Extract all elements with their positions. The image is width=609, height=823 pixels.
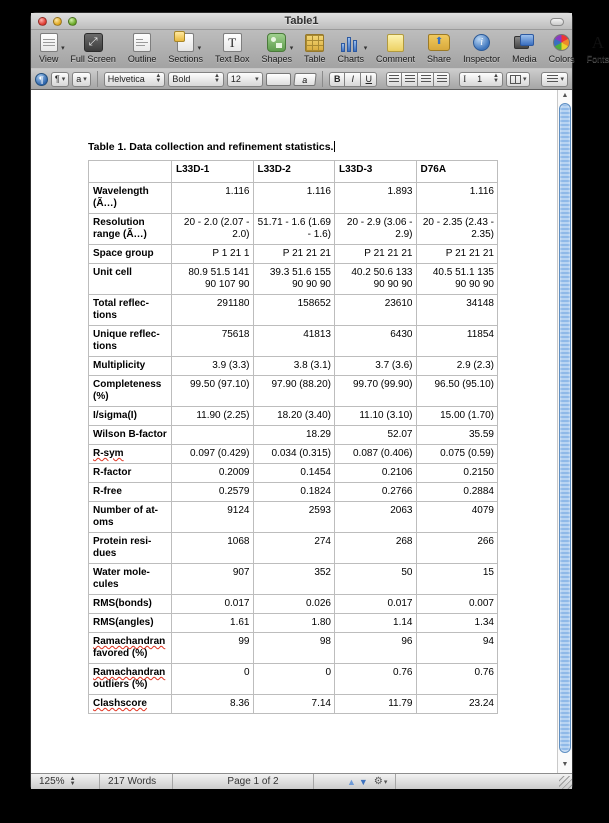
table-cell[interactable]: 20 - 2.35 (2.43 - 2.35) bbox=[416, 214, 498, 245]
separator bbox=[313, 774, 314, 789]
table-caption[interactable] bbox=[88, 141, 557, 153]
table-row bbox=[89, 564, 498, 595]
media-icon bbox=[514, 34, 534, 51]
row-label[interactable]: RMS(angles) bbox=[89, 614, 172, 633]
table-cell[interactable]: P 21 21 21 bbox=[335, 245, 417, 264]
table-cell[interactable]: 15 bbox=[416, 564, 498, 595]
zoom-control[interactable] bbox=[31, 774, 99, 789]
align-right-icon bbox=[421, 75, 431, 83]
table-cell[interactable]: 1.893 bbox=[335, 183, 417, 214]
table-cell[interactable]: 0.2009 bbox=[172, 464, 254, 483]
table-cell[interactable]: 20 - 2.0 (2.07 - 2.0) bbox=[172, 214, 254, 245]
table-cell[interactable]: 0.034 (0.315) bbox=[253, 445, 335, 464]
chevron-down-icon: ▾ bbox=[61, 45, 65, 52]
table-cell[interactable]: 266 bbox=[416, 533, 498, 564]
paragraph-style-dropdown[interactable] bbox=[51, 72, 69, 87]
table-cell[interactable]: 9124 bbox=[172, 502, 254, 533]
table-row bbox=[89, 264, 498, 295]
toolbar-label: Colors bbox=[548, 54, 575, 64]
table-cell[interactable]: 158652 bbox=[253, 295, 335, 326]
row-label[interactable]: R-free bbox=[89, 483, 172, 502]
colors-button[interactable] bbox=[549, 32, 575, 64]
table-row bbox=[89, 245, 498, 264]
table-cell[interactable]: 0 bbox=[172, 664, 254, 695]
table-cell[interactable]: 2063 bbox=[335, 502, 417, 533]
table-cell[interactable]: 23.24 bbox=[416, 695, 498, 714]
table-cell[interactable]: 0.76 bbox=[416, 664, 498, 695]
table-cell[interactable]: 40.5 51.1 135 90 90 90 bbox=[416, 264, 498, 295]
text-box-button[interactable] bbox=[215, 32, 250, 64]
full-screen-button[interactable] bbox=[70, 32, 116, 64]
table-cell[interactable]: 0.2884 bbox=[416, 483, 498, 502]
share-button[interactable] bbox=[427, 32, 451, 64]
separator bbox=[172, 774, 173, 789]
media-button[interactable] bbox=[512, 32, 537, 64]
row-label[interactable]: Total reflections bbox=[89, 295, 172, 326]
share-icon bbox=[428, 34, 450, 51]
table-cell[interactable]: 0 bbox=[253, 664, 335, 695]
toolbar bbox=[31, 30, 609, 68]
title-bar[interactable] bbox=[31, 13, 572, 30]
table-cell[interactable]: 3.8 (3.1) bbox=[253, 357, 335, 376]
table-cell[interactable]: P 21 21 21 bbox=[416, 245, 498, 264]
align-right-button[interactable] bbox=[418, 72, 434, 87]
column-header[interactable]: L33D-3 bbox=[335, 161, 417, 183]
page-indicator-text: Page 1 of 2 bbox=[227, 776, 279, 787]
table-cell[interactable]: P 1 21 1 bbox=[172, 245, 254, 264]
page-navigation bbox=[339, 774, 395, 789]
table-cell[interactable]: 3.7 (3.6) bbox=[335, 357, 417, 376]
align-center-icon bbox=[405, 75, 415, 83]
columns-dropdown[interactable] bbox=[506, 72, 531, 87]
table-cell[interactable]: 1.61 bbox=[172, 614, 254, 633]
table-cell[interactable]: 15.00 (1.70) bbox=[416, 407, 498, 426]
table-cell[interactable]: 291180 bbox=[172, 295, 254, 326]
row-label[interactable]: I/sigma(I) bbox=[89, 407, 172, 426]
chevron-down-icon: ▾ bbox=[383, 778, 388, 786]
format-bar bbox=[31, 68, 572, 90]
table-cell[interactable]: 94 bbox=[416, 633, 498, 664]
table-row bbox=[89, 695, 498, 714]
toolbar-label: Full Screen bbox=[70, 54, 116, 64]
table-icon bbox=[305, 34, 324, 52]
toolbar-label: View bbox=[39, 54, 59, 64]
previous-page-button[interactable]: ▲ bbox=[347, 776, 356, 787]
view-button[interactable] bbox=[39, 32, 65, 64]
document-page[interactable] bbox=[31, 90, 557, 773]
table-row bbox=[89, 326, 498, 357]
row-label[interactable]: Ramachandran outliers (%) bbox=[89, 664, 172, 695]
table-cell[interactable]: 4079 bbox=[416, 502, 498, 533]
row-label[interactable] bbox=[89, 445, 172, 464]
column-header[interactable]: D76A bbox=[416, 161, 498, 183]
table-row bbox=[89, 214, 498, 245]
toolbar-label: Share bbox=[427, 54, 452, 64]
table-row bbox=[89, 633, 498, 664]
table-cell[interactable]: 268 bbox=[335, 533, 417, 564]
charts-icon bbox=[341, 34, 360, 52]
table-cell[interactable]: 18.29 bbox=[253, 426, 335, 445]
row-label[interactable]: Number of atoms bbox=[89, 502, 172, 533]
stepper-icon: ▲ ▼ bbox=[213, 73, 220, 84]
underline-button[interactable]: U bbox=[361, 72, 377, 87]
table-cell[interactable]: 18.20 (3.40) bbox=[253, 407, 335, 426]
align-justify-icon bbox=[437, 75, 447, 83]
table-cell[interactable]: 20 - 2.9 (3.06 - 2.9) bbox=[335, 214, 417, 245]
table-row bbox=[89, 483, 498, 502]
table-cell[interactable]: 99.50 (97.10) bbox=[172, 376, 254, 407]
table-cell[interactable]: 50 bbox=[335, 564, 417, 595]
table-cell[interactable]: 99 bbox=[172, 633, 254, 664]
table-row bbox=[89, 445, 498, 464]
row-label[interactable]: Wilson B-factor bbox=[89, 426, 172, 445]
table-cell[interactable]: 0.075 (0.59) bbox=[416, 445, 498, 464]
chevron-down-icon: ▾ bbox=[522, 76, 527, 83]
table-row bbox=[89, 407, 498, 426]
table-cell[interactable]: 1.34 bbox=[416, 614, 498, 633]
resize-grip[interactable] bbox=[559, 776, 572, 789]
corner-cell[interactable] bbox=[89, 161, 172, 183]
table-row bbox=[89, 595, 498, 614]
table-cell[interactable]: 52.07 bbox=[335, 426, 417, 445]
table-cell[interactable]: 40.2 50.6 133 90 90 90 bbox=[335, 264, 417, 295]
table-button[interactable] bbox=[304, 32, 326, 64]
row-label[interactable]: Multiplicity bbox=[89, 357, 172, 376]
next-page-button[interactable]: ▼ bbox=[358, 776, 368, 787]
row-label[interactable]: Space group bbox=[89, 245, 172, 264]
minimize-button[interactable] bbox=[53, 17, 62, 26]
table-cell[interactable]: 1068 bbox=[172, 533, 254, 564]
comment-button[interactable] bbox=[376, 32, 415, 64]
align-justify-button[interactable] bbox=[434, 72, 450, 87]
align-left-icon bbox=[389, 75, 399, 83]
toolbar-label: Shapes bbox=[261, 54, 292, 64]
bold-button[interactable]: B bbox=[329, 72, 345, 87]
table-cell[interactable]: 2.9 (2.3) bbox=[416, 357, 498, 376]
styles-drawer-icon[interactable]: ¶ bbox=[35, 73, 48, 86]
sections-button[interactable] bbox=[168, 32, 203, 64]
document-view bbox=[31, 90, 572, 773]
separator bbox=[395, 774, 396, 789]
stepper-icon: ▲ ▼ bbox=[155, 73, 162, 84]
page-indicator[interactable] bbox=[193, 774, 313, 789]
vertical-scrollbar[interactable] bbox=[557, 90, 572, 773]
table-row bbox=[89, 426, 498, 445]
row-label[interactable] bbox=[89, 695, 172, 714]
font-family-select[interactable] bbox=[104, 72, 166, 87]
font-size-select[interactable] bbox=[227, 72, 263, 87]
table-row bbox=[89, 295, 498, 326]
background-color-well[interactable] bbox=[294, 73, 317, 86]
full-screen-icon: ⤢ bbox=[84, 33, 103, 52]
table-cell[interactable]: 0.026 bbox=[253, 595, 335, 614]
toolbar-label: Sections bbox=[168, 54, 203, 64]
table-cell[interactable]: 34148 bbox=[416, 295, 498, 326]
table-cell[interactable]: 23610 bbox=[335, 295, 417, 326]
table-cell[interactable]: 0.017 bbox=[335, 595, 417, 614]
table-caption-text: Table 1. Data collection and refinement statistics. bbox=[88, 141, 334, 153]
table-cell[interactable]: 274 bbox=[253, 533, 335, 564]
misspelled-word: R-sym bbox=[93, 448, 124, 459]
table-row bbox=[89, 464, 498, 483]
table-cell[interactable]: P 21 21 21 bbox=[253, 245, 335, 264]
table-cell[interactable]: 97.90 (88.20) bbox=[253, 376, 335, 407]
text-cursor bbox=[334, 141, 335, 152]
misspelled-word: Ramachandran bbox=[93, 667, 166, 678]
list-icon bbox=[547, 75, 558, 83]
table-cell[interactable]: 99.70 (99.90) bbox=[335, 376, 417, 407]
toolbar-toggle-button[interactable] bbox=[550, 18, 564, 26]
table-row bbox=[89, 183, 498, 214]
pages-window bbox=[30, 12, 609, 788]
table-row bbox=[89, 614, 498, 633]
table-cell[interactable]: 0.2766 bbox=[335, 483, 417, 502]
toolbar-label: Outline bbox=[127, 54, 157, 64]
table-cell[interactable]: 96.50 (95.10) bbox=[416, 376, 498, 407]
table-row bbox=[89, 376, 498, 407]
columns-icon bbox=[510, 75, 521, 84]
italic-button[interactable]: I bbox=[345, 72, 361, 87]
zoom-button[interactable] bbox=[68, 17, 77, 26]
table-cell[interactable]: 6430 bbox=[335, 326, 417, 357]
row-label[interactable]: Wavelength (Ã…) bbox=[89, 183, 172, 214]
table-cell[interactable]: 35.59 bbox=[416, 426, 498, 445]
chevron-down-icon: ▾ bbox=[83, 76, 87, 83]
row-label[interactable]: Completeness (%) bbox=[89, 376, 172, 407]
colors-icon bbox=[553, 34, 570, 51]
align-left-button[interactable] bbox=[386, 72, 402, 87]
table-cell[interactable]: 1.116 bbox=[416, 183, 498, 214]
text-box-icon: T bbox=[223, 33, 242, 52]
line-spacing-icon: I bbox=[463, 74, 467, 84]
stepper-icon: ▲ ▼ bbox=[493, 73, 499, 84]
misspelled-word: Clashscore bbox=[93, 698, 147, 709]
font-size-value: 12 bbox=[230, 74, 241, 84]
font-style-select[interactable] bbox=[168, 72, 224, 87]
row-label[interactable]: Unit cell bbox=[89, 264, 172, 295]
misspelled-word: Ramachandran bbox=[93, 636, 166, 647]
table-row bbox=[89, 533, 498, 564]
toolbar-label: Table bbox=[304, 54, 326, 64]
toolbar-label: Fonts bbox=[586, 54, 609, 64]
line-spacing-value: 1 bbox=[477, 74, 483, 84]
table-cell[interactable]: 98 bbox=[253, 633, 335, 664]
table-cell[interactable]: 0.2579 bbox=[172, 483, 254, 502]
font-family-value: Helvetica bbox=[107, 74, 145, 84]
separator bbox=[97, 71, 98, 87]
scroll-up-arrow-icon[interactable]: ▲ bbox=[561, 92, 569, 99]
row-label[interactable]: RMS(bonds) bbox=[89, 595, 172, 614]
chevron-down-icon: ▾ bbox=[197, 45, 202, 52]
separator bbox=[322, 71, 323, 87]
stats-table-body bbox=[89, 183, 498, 714]
alignment-segment bbox=[386, 72, 450, 87]
column-header[interactable]: L33D-2 bbox=[253, 161, 335, 183]
fonts-icon: A bbox=[591, 33, 605, 52]
paragraph-style-label: ¶ bbox=[54, 74, 60, 84]
row-label[interactable]: R-factor bbox=[89, 464, 172, 483]
window-title: Table1 bbox=[284, 15, 319, 27]
table-cell[interactable]: 11.90 (2.25) bbox=[172, 407, 254, 426]
table-cell[interactable]: 0.017 bbox=[172, 595, 254, 614]
row-label[interactable]: Resolution range (Ã…) bbox=[89, 214, 172, 245]
row-label[interactable]: Protein residues bbox=[89, 533, 172, 564]
gear-icon[interactable]: ⚙ bbox=[373, 776, 383, 787]
table-cell[interactable]: 3.9 (3.3) bbox=[172, 357, 254, 376]
stats-table-head-row bbox=[89, 161, 498, 183]
outline-icon bbox=[133, 33, 151, 52]
chevron-down-icon: ▾ bbox=[255, 76, 259, 83]
chevron-down-icon: ▾ bbox=[363, 45, 368, 52]
traffic-lights bbox=[38, 17, 77, 26]
fonts-button[interactable] bbox=[587, 32, 609, 64]
table-cell[interactable] bbox=[172, 426, 254, 445]
character-style-label: a bbox=[76, 74, 82, 84]
table-row bbox=[89, 664, 498, 695]
table-row bbox=[89, 502, 498, 533]
table-cell[interactable]: 8.36 bbox=[172, 695, 254, 714]
character-style-dropdown[interactable] bbox=[72, 72, 91, 87]
comment-icon bbox=[387, 34, 404, 52]
scroll-down-arrow-icon[interactable]: ▼ bbox=[561, 761, 569, 768]
toolbar-label: Inspector bbox=[463, 54, 501, 64]
table-cell[interactable]: 11854 bbox=[416, 326, 498, 357]
toolbar-label: Comment bbox=[376, 54, 416, 64]
table-cell[interactable]: 1.14 bbox=[335, 614, 417, 633]
statistics-table bbox=[88, 160, 498, 714]
table-cell[interactable]: 1.80 bbox=[253, 614, 335, 633]
font-style-value: Bold bbox=[172, 74, 191, 84]
table-cell[interactable]: 7.14 bbox=[253, 695, 335, 714]
word-count bbox=[100, 774, 172, 789]
shapes-button[interactable] bbox=[261, 32, 292, 64]
text-style-segment bbox=[329, 72, 377, 87]
inspector-button[interactable] bbox=[463, 32, 500, 64]
table-cell[interactable]: 0.007 bbox=[416, 595, 498, 614]
view-icon bbox=[40, 33, 58, 52]
table-cell[interactable]: 1.116 bbox=[253, 183, 335, 214]
line-spacing-control[interactable] bbox=[459, 72, 503, 87]
zoom-level: 125% bbox=[39, 776, 65, 787]
inspector-icon: i bbox=[473, 34, 490, 51]
table-cell[interactable]: 39.3 51.6 155 90 90 90 bbox=[253, 264, 335, 295]
table-cell[interactable]: 0.2150 bbox=[416, 464, 498, 483]
table-cell[interactable]: 11.79 bbox=[335, 695, 417, 714]
table-cell[interactable]: 41813 bbox=[253, 326, 335, 357]
table-cell[interactable]: 11.10 (3.10) bbox=[335, 407, 417, 426]
table-cell[interactable]: 51.71 - 1.6 (1.69 - 1.6) bbox=[253, 214, 335, 245]
highlight-label: a bbox=[302, 74, 309, 85]
close-button[interactable] bbox=[38, 17, 47, 26]
table-cell[interactable]: 75618 bbox=[172, 326, 254, 357]
table-cell[interactable]: 0.1454 bbox=[253, 464, 335, 483]
text-color-well[interactable] bbox=[266, 73, 292, 86]
scrollbar-thumb[interactable] bbox=[559, 103, 571, 753]
shapes-icon bbox=[267, 33, 286, 52]
table-cell[interactable]: 1.116 bbox=[172, 183, 254, 214]
column-header[interactable]: L33D-1 bbox=[172, 161, 254, 183]
table-cell[interactable]: 0.76 bbox=[335, 664, 417, 695]
table-cell[interactable]: 0.087 (0.406) bbox=[335, 445, 417, 464]
toolbar-label: Text Box bbox=[214, 54, 250, 64]
toolbar-label: Charts bbox=[337, 54, 365, 64]
table-row bbox=[89, 357, 498, 376]
table-cell[interactable]: 0.2106 bbox=[335, 464, 417, 483]
align-center-button[interactable] bbox=[402, 72, 418, 87]
chevron-down-icon: ▾ bbox=[560, 76, 564, 83]
stepper-icon: ▲ ▼ bbox=[69, 775, 76, 787]
chevron-down-icon: ▾ bbox=[289, 45, 294, 52]
row-label[interactable]: Water molecules bbox=[89, 564, 172, 595]
table-cell[interactable]: 0.1824 bbox=[253, 483, 335, 502]
row-label[interactable]: Ramachandran favored (%) bbox=[89, 633, 172, 664]
table-cell[interactable]: 352 bbox=[253, 564, 335, 595]
table-cell[interactable]: 80.9 51.5 141 90 107 90 bbox=[172, 264, 254, 295]
table-cell[interactable]: 2593 bbox=[253, 502, 335, 533]
word-count-text: 217 Words bbox=[108, 776, 157, 787]
chevron-down-icon: ▾ bbox=[61, 76, 66, 83]
outline-button[interactable] bbox=[128, 32, 157, 64]
toolbar-label: Media bbox=[512, 54, 537, 64]
list-style-dropdown[interactable] bbox=[541, 72, 568, 87]
row-label[interactable]: Unique reflections bbox=[89, 326, 172, 357]
status-bar bbox=[31, 773, 572, 789]
charts-button[interactable] bbox=[337, 32, 368, 64]
sections-icon bbox=[177, 33, 194, 52]
table-cell[interactable]: 907 bbox=[172, 564, 254, 595]
table-cell[interactable]: 96 bbox=[335, 633, 417, 664]
table-cell[interactable]: 0.097 (0.429) bbox=[172, 445, 254, 464]
